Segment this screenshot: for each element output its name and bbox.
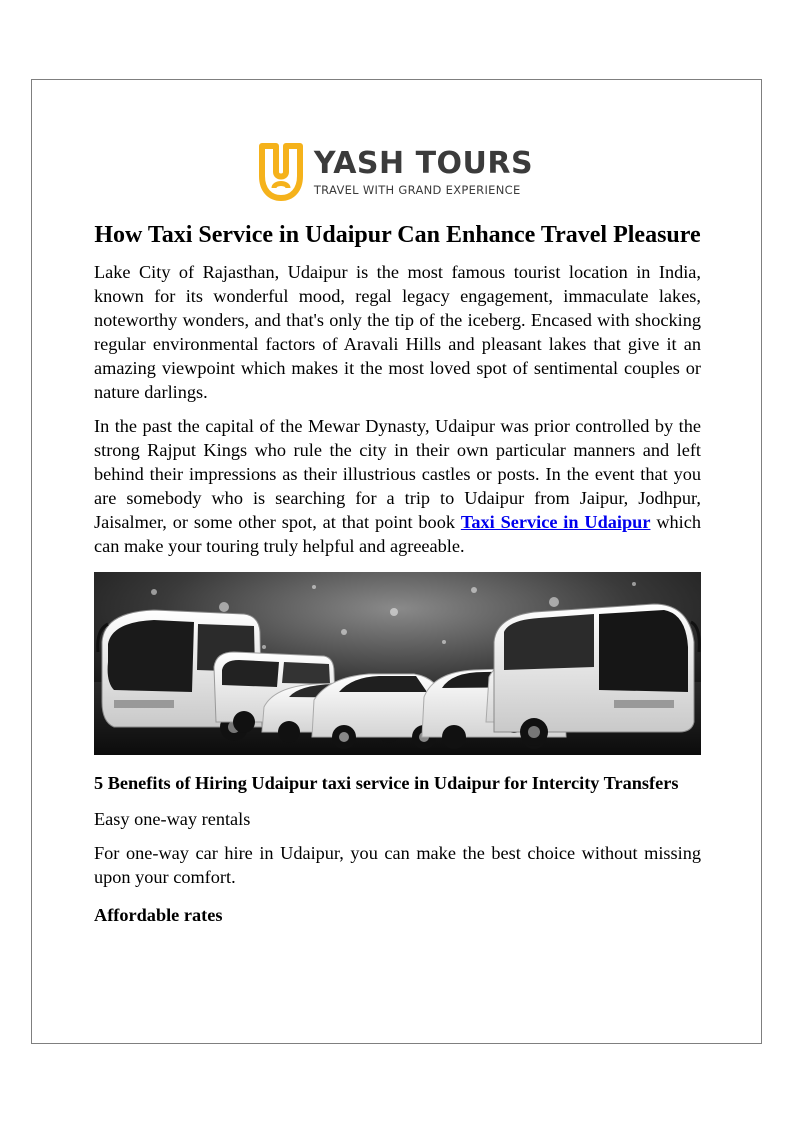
benefits-heading: 5 Benefits of Hiring Udaipur taxi service in Udaipur for Intercity Transfers xyxy=(94,773,679,793)
fleet-hero-image xyxy=(94,572,701,755)
document-content xyxy=(94,140,701,939)
intro-paragraph: Lake City of Rajasthan, Udaipur is the most famous tourist location in India, known for its wonderful mood, regal legacy engagement, immaculate lakes, noteworthy wonders, and that's only the tip of the iceberg. Encased with shocking regular environmental factors of Aravali Hills and pleasant lakes that give it an amazing viewpoint which makes it the most loved spot of sentimental couples or nature darlings. xyxy=(94,262,701,402)
benefit-1-text: For one-way car hire in Udaipur, you can make the best choice without missing upon your comfort. xyxy=(94,843,701,887)
history-text-start: In the past the capital of the Mewar Dynasty, Udaipur was prior controlled by the strong Rajput Kings who rule the city in their own particular manners and left behind their impressions as their illustrious castles or posts. In the event that you are somebody who is searching for a trip to Udaipur from Jaipur, Jodhpur, Jaisalmer, or some other spot, at that point book xyxy=(94,416,701,532)
brand-name: YASH TOURS xyxy=(313,145,534,181)
history-paragraph xyxy=(94,414,701,558)
brand-tagline: TRAVEL WITH GRAND EXPERIENCE xyxy=(313,182,521,197)
benefit-1-title: Easy one-way rentals xyxy=(94,809,251,829)
article-title: How Taxi Service in Udaipur Can Enhance Travel Pleasure xyxy=(94,222,701,248)
history-text-end: which can make your touring truly helpful and agreeable. xyxy=(94,512,701,556)
benefit-2-title: Affordable rates xyxy=(94,905,223,925)
fleet-vehicles-illustration xyxy=(94,572,701,755)
taxi-service-link[interactable]: Taxi Service in Udaipur xyxy=(460,512,651,532)
yash-tours-logo-icon xyxy=(256,142,306,202)
brand-logo xyxy=(88,140,701,204)
